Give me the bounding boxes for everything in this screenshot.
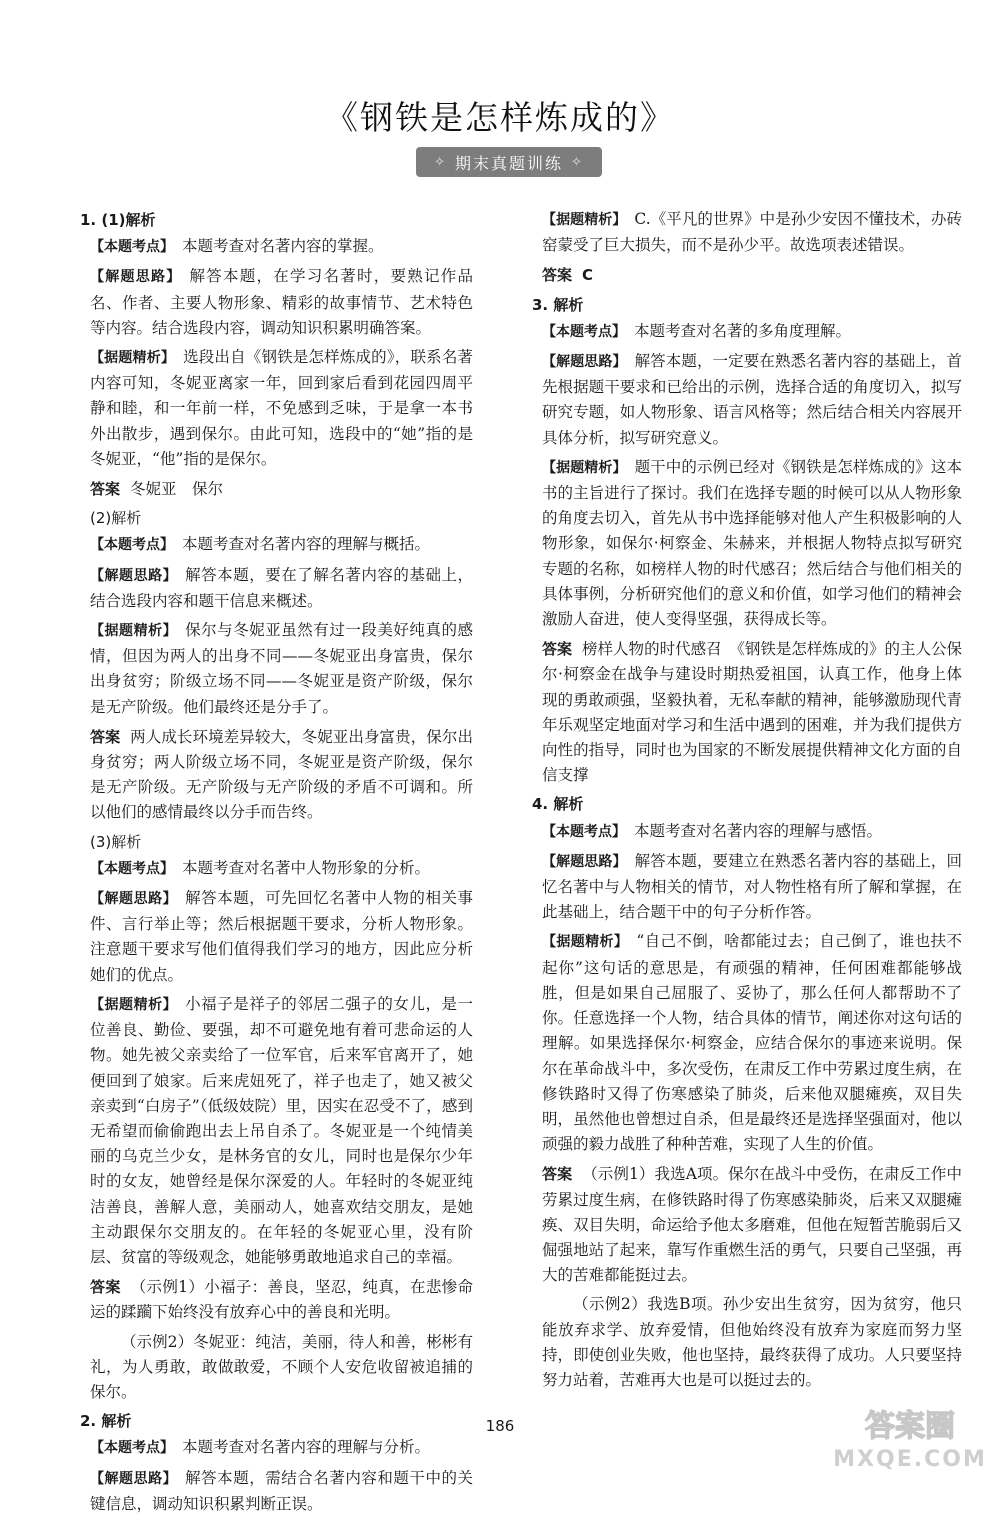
kaodian-block	[80, 234, 473, 260]
kaodian-text: 本题考查对名著内容的掌握。	[182, 237, 384, 256]
page-number: 186	[485, 1417, 515, 1435]
silu-text: 解答本题，要建立在熟悉名著内容的基础上，回忆名著中与人物相关的情节，对人物性格有所了解和掌握，在此基础上，结合题干中的句子分析作答。	[542, 851, 962, 922]
kaodian-text: 本题考查对名著中人物形象的分析。	[182, 858, 431, 877]
star-icon: ✧	[434, 154, 447, 170]
answer-text: 两人成长环境差异较大，冬妮亚出身富贵，保尔出身贫穷；两人阶级立场不同，冬妮亚是资产阶级，保尔是无产阶级。无产阶级与无产阶级的矛盾不可调和。所以他们的感情最终以分手而告终。	[90, 727, 473, 822]
kaodian-text: 本题考查对名著内容的理解与分析。	[182, 1438, 431, 1457]
jingxi-block	[80, 345, 473, 472]
answer-tag: 答案	[90, 480, 121, 499]
kaodian-block	[80, 856, 473, 882]
jingxi-tag: 【据题精析】	[542, 212, 627, 228]
kaodian-tag: 【本题考点】	[542, 823, 626, 840]
silu-text: 解答本题，需结合名著内容和题干中的关键信息，调动知识积累判断正误。	[90, 1468, 474, 1513]
silu-block	[532, 349, 962, 451]
jingxi-tag: 【据题精析】	[542, 934, 629, 951]
silu-tag: 【解题思路】	[90, 567, 178, 584]
silu-tag: 【解题思路】	[90, 1470, 178, 1487]
kaodian-tag: 【本题考点】	[90, 860, 174, 877]
silu-tag: 【解题思路】	[542, 354, 627, 371]
answer-example-2: （示例2）冬妮亚：纯洁，美丽，待人和善，彬彬有礼，为人勇敢，敢做敢爱，不顾个人安危收留被追捕的保尔。	[90, 1332, 473, 1401]
jingxi-tag: 【据题精析】	[90, 350, 176, 367]
kaodian-tag: 【本题考点】	[542, 323, 626, 340]
silu-text: 解答本题，可先回忆名著中人物的相关事件、言行举止等；然后根据题干要求，分析人物形象。注意题干要求写他们值得我们学习的地方，因此应分析她们的优点。	[90, 889, 474, 984]
watermark-logo	[830, 1400, 990, 1474]
jingxi-text: 题干中的示例已经对《钢铁是怎样炼成的》这本书的主旨进行了探讨。我们在选择专题的时候可以从人物形象的角度去切入，首先从书中选择能够对他人产生积极影响的人物形象，如保尔·柯察金、朱赫来，并根据人物特点拟写研究专题的名称，如榜样人物的时代感召；然后结合与他们相关的具体事例，分析研究他们的意义和价值，如学习他们的精神会激励人奋进，使人变得坚强，获得成长等。	[542, 457, 962, 629]
answer-tag: 答案	[542, 266, 573, 285]
kaodian-text: 本题考查对名著内容的理解与感悟。	[634, 821, 883, 840]
watermark-line2: MXQE.COM	[833, 1447, 987, 1472]
banner-label: 期末真题训练	[454, 153, 563, 173]
answer-block	[80, 1275, 473, 1325]
jingxi-tag: 【据题精析】	[90, 996, 178, 1013]
question-number: 3.	[532, 295, 549, 314]
left-column	[80, 206, 473, 1521]
answer-tag: 答案	[90, 727, 121, 746]
answer-block	[80, 725, 473, 826]
sub-heading: (3)解析	[90, 832, 142, 851]
answer-example-2: （示例2）我选B项。孙少安出生贫穷，因为贫穷，他只能放弃求学、放弃爱情，但他始终没有放弃为家庭而努力坚持，即使创业失败，他也坚持，最终获得了成功。人只要坚持努力站着，苦难再大也是可以挺过去的。	[542, 1295, 962, 1389]
silu-text: 解答本题，在学习名著时，要熟记作品名、作者、主要人物形象、精彩的故事情节、艺术特色等内容。结合选段内容，调动知识积累明确答案。	[90, 267, 473, 337]
jingxi-block	[80, 992, 473, 1270]
jingxi-text: “自己不倒，啥都能过去；自己倒了，谁也扶不起你”这句话的意思是，有顽强的精神，任何困难都能够战胜，但是如果自己屈服了、妥协了，那么任何人都帮助不了你。任意选择一个人物，结合具体的情节，阐述你对这句话的理解。如果选择保尔·柯察金，应结合保尔的事迹来说明。保尔在革命战斗中，多次受伤，在肃反工作中劳累过度生病，在修铁路时又得了伤寒感染了肺炎，后来他双腿瘫痪，双目失明，虽然他也曾想过自杀，但是最终还是选择坚强面对，他以顽强的毅力战胜了种种苦难，实现了人生的价值。	[542, 932, 962, 1154]
jingxi-block	[532, 929, 962, 1157]
question-number: 4.	[532, 795, 549, 814]
sub-heading: (1)解析	[101, 211, 156, 229]
answer-text: 冬妮亚 保尔	[130, 480, 224, 499]
kaodian-tag: 【本题考点】	[90, 239, 174, 256]
answer-block	[532, 1162, 962, 1288]
answer-text: （示例1）我选A项。保尔在战斗中受伤，在肃反工作中劳累过度生病，在修铁路时得了伤寒感染肺炎，后来又双腿瘫痪、双目失明，命运给予他太多磨难，但他在短暂苦脆弱后又倔强地站了起来，靠写作重燃生活的勇气，只要自己坚强，再大的苦难都能挺过去。	[542, 1165, 962, 1285]
jingxi-block	[80, 618, 473, 720]
watermark-line1: 答案圈	[865, 1409, 955, 1444]
question-4-heading	[532, 792, 962, 817]
silu-tag: 【解题思路】	[542, 853, 627, 870]
jingxi-block	[532, 207, 962, 258]
sub-heading: 解析	[553, 795, 584, 814]
answer-tag: 答案	[542, 1165, 573, 1184]
silu-text: 解答本题，要在了解名著内容的基础上，结合选段内容和题干信息来概述。	[90, 565, 474, 610]
jingxi-tag: 【据题精析】	[542, 459, 627, 476]
question-number: 2.	[80, 1412, 97, 1431]
kaodian-text: 本题考查对名著的多角度理解。	[634, 321, 852, 340]
jingxi-text: C.《平凡的世界》中是孙少安因不懂技术，办砖窑蒙受了巨大损失，而不是孙少平。故选项表述错误。	[542, 210, 962, 255]
kaodian-block	[532, 319, 962, 345]
silu-tag: 【解题思路】	[90, 891, 178, 908]
kaodian-text: 本题考查对名著内容的理解与概括。	[182, 535, 431, 554]
page-title: 《钢铁是怎样炼成的》	[325, 98, 675, 137]
answer-block	[532, 637, 962, 788]
jingxi-block	[532, 455, 962, 632]
jingxi-tag: 【据题精析】	[90, 623, 178, 640]
question-3-heading	[532, 293, 962, 318]
section-banner	[416, 147, 602, 177]
kaodian-tag: 【本题考点】	[90, 1440, 174, 1457]
answer-text: C	[582, 266, 594, 285]
jingxi-text: 选段出自《钢铁是怎样炼成的》，联系名著内容可知，冬妮亚离家一年，回到家后看到花园四周平静和睦，和一年前一样，不免感到乏味，于是拿一本书外出散步，遇到保尔。由此可知，选段中的“她”指的是冬妮亚，“他”指的是保尔。	[90, 348, 473, 468]
silu-block	[532, 849, 962, 926]
kaodian-tag: 【本题考点】	[90, 537, 174, 554]
silu-block	[80, 563, 473, 614]
star-icon: ✧	[571, 154, 584, 170]
kaodian-block	[532, 819, 962, 845]
jingxi-text: 保尔与冬妮亚虽然有过一段美好纯真的感情，但因为两人的出身不同——冬妮亚出身富贵，保尔出身贫穷；阶级立场不同——冬妮亚是资产阶级，保尔是无产阶级。他们最终还是分手了。	[90, 621, 474, 716]
silu-block	[80, 1466, 473, 1517]
kaodian-block	[80, 1435, 473, 1461]
answer-block	[532, 263, 962, 288]
answer-text: （示例1）小福子：善良，坚忍，纯真，在悲惨命运的蹂躏下始终没有放弃心中的善良和光明。	[90, 1278, 473, 1322]
answer-block	[80, 477, 473, 502]
answer-text: 榜样人物的时代感召 《钢铁是怎样炼成的》的主人公保尔·柯察金在战争与建设时期热爱祖国，认真工作，他身上体现的勇敢顽强，坚毅执着，无私奉献的精神，能够激励现代青年乐观坚定地面对学习和生活中遇到的困难，并为我们提供方向性的指导，同时也为国家的不断发展提供精神文化方面的自信支撑	[542, 640, 962, 785]
jingxi-text: 小福子是祥子的邻居二强子的女儿，是一位善良、勤俭、要强，却不可避免地有着可悲命运的人物。她先被父亲卖给了一位军官，后来军官离开了，她便回到了娘家。后来虎妞死了，祥子也走了，她又被父亲卖到“白房子”（低级妓院）里，因实在忍受不了，感到无希望而偷偷跑出去上吊自杀了。冬妮亚是一个纯情美丽的乌克兰少女，是林务官的女儿，同时也是保尔少年时的女友，她曾经是保尔深爱的人。年轻时的冬妮亚纯洁善良，善解人意，美丽动人，她喜欢结交朋友，是她主动跟保尔交朋友的。在年轻的冬妮亚心里，没有阶层、贫富的等级观念，她能够勇敢地追求自己的幸福。	[90, 994, 474, 1266]
answer-tag: 答案	[90, 1278, 121, 1297]
silu-tag: 【解题思路】	[90, 269, 182, 286]
question-number: 1.	[80, 211, 97, 229]
right-column	[532, 206, 962, 1397]
silu-block	[80, 886, 473, 988]
kaodian-block	[80, 532, 473, 558]
sub-heading: 解析	[553, 295, 584, 314]
silu-text: 解答本题，一定要在熟悉名著内容的基础上，首先根据题干要求和已给出的示例，选择合适的角度切入，拟写研究专题，如人物形象、语言风格等；然后结合相关内容展开具体分析，拟写研究意义。	[542, 352, 962, 447]
sub-heading: 解析	[101, 1412, 132, 1431]
sub-heading: (2)解析	[90, 509, 142, 528]
question-1-heading	[80, 208, 473, 233]
silu-block	[80, 264, 473, 341]
answer-tag: 答案	[542, 640, 573, 659]
